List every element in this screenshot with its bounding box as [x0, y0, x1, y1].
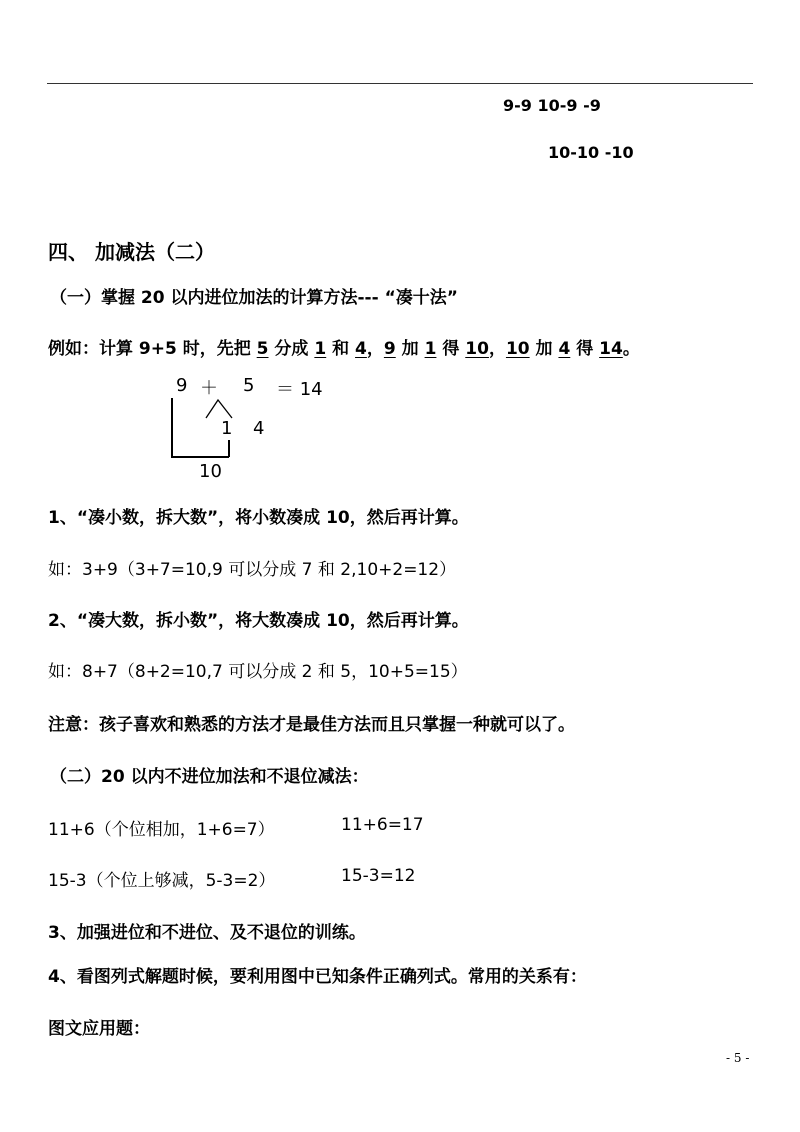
example-sub-right: 15-3=12 [341, 866, 416, 886]
example-text: ， [366, 339, 384, 359]
example-num: 5 [256, 339, 269, 359]
diagram-addend-a: 9 [176, 375, 188, 396]
sub2-title: （二）20 以内不进位加法和不退位减法： [50, 767, 369, 787]
example-num: 9 [383, 339, 396, 359]
diagram-ten: 10 [199, 461, 222, 482]
header-rule [47, 83, 753, 84]
diagram-bracket-left [171, 398, 173, 457]
rule-2-example: 如：8+7（8+2=10,7 可以分成 2 和 5，10+5=15） [48, 662, 468, 682]
diagram-bracket-bottom [171, 456, 229, 458]
point-4: 4、看图列式解题时候，要利用图中已知条件正确列式。常用的关系有： [48, 967, 587, 987]
diagram-addend-b: 5 [243, 375, 255, 396]
example-num: 4 [355, 339, 367, 359]
diagram-result: ＝ 14 [276, 379, 323, 400]
example-text: 加 [395, 339, 425, 359]
last-heading: 图文应用题： [48, 1019, 150, 1039]
example-add-left: 11+6（个位相加，1+6=7） [48, 820, 275, 840]
example-num: 4 [558, 339, 571, 359]
sub1-title: （一）掌握 20 以内进位加法的计算方法--- “凑十法” [50, 288, 458, 308]
diagram-plus: ＋ [200, 378, 218, 399]
diagram-split-left: 1 [221, 418, 233, 439]
example-num: 1 [314, 339, 327, 359]
example-num: 14 [599, 339, 623, 359]
example-prefix: 例如：计算 9+5 时，先把 [48, 339, 257, 359]
rule-2: 2、“凑大数，拆小数”，将大数凑成 10，然后再计算。 [48, 611, 469, 631]
point-3: 3、加强进位和不进位、及不退位的训练。 [48, 923, 366, 943]
note: 注意：孩子喜欢和熟悉的方法才是最佳方法而且只掌握一种就可以了。 [48, 715, 575, 735]
top-line-1: 9-9 10-9 -9 [503, 96, 601, 115]
example-sub-left: 15-3（个位上够减，5-3=2） [48, 871, 276, 891]
example-add-right: 11+6=17 [341, 815, 424, 835]
diagram-bracket-right [228, 440, 230, 457]
example-text: 加 [529, 339, 559, 359]
example-text: 得 [570, 339, 600, 359]
example-line [48, 334, 640, 359]
example-text: 得 [436, 339, 466, 359]
example-text: 分成 [268, 339, 315, 359]
example-text: 和 [326, 339, 356, 359]
example-num: 10 [465, 339, 489, 359]
rule-1-example: 如：3+9（3+7=10,9 可以分成 7 和 2,10+2=12） [48, 560, 457, 580]
split-branch-icon [200, 396, 240, 420]
diagram-split-right: 4 [253, 418, 265, 439]
top-line-2: 10-10 -10 [548, 143, 634, 162]
page-number: - 5 - [726, 1051, 750, 1065]
rule-1: 1、“凑小数，拆大数”，将小数凑成 10，然后再计算。 [48, 508, 469, 528]
example-text: ， [488, 339, 506, 359]
example-text: 。 [622, 339, 640, 359]
section-title: 四、 加减法（二） [48, 240, 215, 264]
example-num: 1 [424, 339, 437, 359]
example-num: 10 [505, 339, 530, 359]
